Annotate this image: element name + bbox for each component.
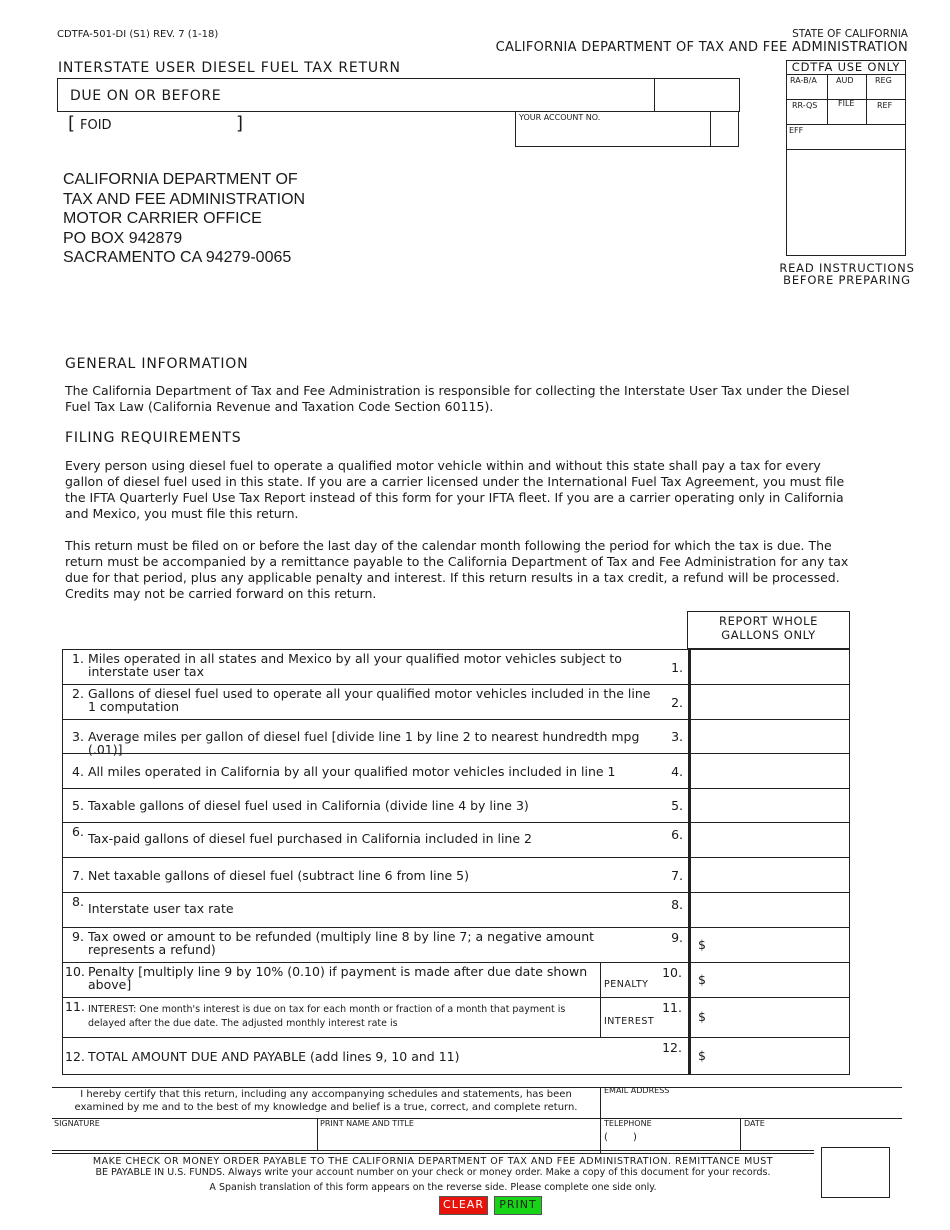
phone-paren-close: ) [633,1132,637,1143]
line-ref: 3. [671,729,683,744]
line-side-label: PENALTY [604,979,649,990]
agency-label: CALIFORNIA DEPARTMENT OF TAX AND FEE ADMINISTRATION [495,40,908,55]
line-text: TOTAL AMOUNT DUE AND PAYABLE (add lines 9, 10 and 11) [88,1049,460,1064]
form-id: CDTFA-501-DI (S1) REV. 7 (1-18) [57,29,219,40]
telephone-field[interactable] [640,1130,736,1148]
line-text: Tax-paid gallons of diesel fuel purchased in California included in line 2 [88,831,532,846]
footer-line: A Spanish translation of this form appears on the reverse side. Please complete one side only. [209,1182,657,1193]
line-number: 3. [72,729,84,744]
line-number: 11. [65,999,85,1014]
due-label: DUE ON OR BEFORE [70,88,222,104]
line-value-field[interactable] [693,755,847,786]
read-instructions: READ INSTRUCTIONS [779,261,915,275]
line-text: Miles operated in all states and Mexico by all your qualified motor vehicles subject to interstate user tax [88,651,622,679]
line-number: 1. [72,651,84,666]
address-line: MOTOR CARRIER OFFICE [63,210,262,227]
line-value-field[interactable] [693,999,847,1035]
filing-para-1: Every person using diesel fuel to operate a qualified motor vehicle within and without this state shall pay a tax for every gallon of diesel fuel used in this state. If you are a carrier licensed under the International Fuel Tax Agreement, you must file the IFTA Quarterly Fuel Use Tax Report instead of this form for your IFTA fleet. If you are a carrier operating only in California and Mexico, you must file this return. [65,458,845,521]
line-value-field[interactable] [693,894,847,925]
certification-text: I hereby certify that this return, including any accompanying schedules and statements, has been examined by me and to the best of my knowledge and belief is a true, correct, and complete return. [74,1089,578,1113]
email-field[interactable] [602,1098,900,1116]
line-ref: 2. [671,695,683,710]
use-only-cell: FILE [838,99,855,108]
line-ref: 7. [671,868,683,883]
use-only-cell: REG [875,76,892,85]
line-value-field[interactable] [693,790,847,820]
email-label: EMAIL ADDRESS [604,1086,670,1095]
line-ref: 4. [671,764,683,779]
line-number: 9. [72,929,84,944]
line-value-field[interactable] [693,1039,847,1073]
date-field[interactable] [744,1130,900,1148]
foid-label: FOID [80,118,112,133]
line-text: All miles operated in California by all your qualified motor vehicles included in line 1 [88,764,616,779]
line-value-field[interactable] [693,824,847,855]
line-text: Net taxable gallons of diesel fuel (subtract line 6 from line 5) [88,868,470,883]
line-number: 12. [65,1049,85,1064]
dollar-sign: $ [698,1009,706,1024]
line-number: 10. [65,964,85,979]
form-title: INTERSTATE USER DIESEL FUEL TAX RETURN [58,60,401,76]
line-value-field[interactable] [693,686,847,717]
print-button[interactable]: PRINT [494,1196,542,1215]
line-ref: 1. [671,660,683,675]
line-ref: 5. [671,798,683,813]
use-only-cell: RA-B/A [790,76,817,85]
line-value-field[interactable] [693,929,847,960]
address-line: PO BOX 942879 [63,229,183,247]
date-label: DATE [744,1119,765,1128]
line-text: Interstate user tax rate [88,901,234,916]
name-label: PRINT NAME AND TITLE [320,1119,414,1128]
footer-line: BE PAYABLE IN U.S. FUNDS. Always write your account number on your check or money order. Make a copy of this document for your records. [95,1167,771,1178]
address-line: SACRAMENTO CA 94279-0065 [63,249,292,266]
line-ref: 11. [662,1000,682,1015]
stamp-box [821,1147,890,1198]
dollar-sign: $ [698,972,706,987]
line-value-field[interactable] [693,859,847,890]
line-ref: 12. [662,1040,682,1055]
use-only-title: CDTFA USE ONLY [791,60,901,74]
due-date-field[interactable] [656,80,738,110]
before-preparing: BEFORE PREPARING [783,273,911,287]
signature-field[interactable] [54,1130,314,1148]
line-side-label: INTEREST [604,1016,655,1027]
general-heading: GENERAL INFORMATION [65,356,249,372]
dollar-sign: $ [698,1048,706,1063]
cdtfa-use-only-box [786,60,906,256]
line-number: 8. [72,894,84,909]
address-line: CALIFORNIA DEPARTMENT OF [63,171,298,188]
line-number: 7. [72,868,84,883]
use-only-eff: EFF [789,126,804,135]
line-ref: 10. [662,965,682,980]
line-ref: 9. [671,930,683,945]
use-only-cell: AUD [836,76,854,85]
dollar-sign: $ [698,937,706,952]
phone-paren-open: ( [604,1132,608,1143]
account-label: YOUR ACCOUNT NO. [519,113,601,122]
line-number: 5. [72,798,84,813]
line-text: Tax owed or amount to be refunded (multiply line 8 by line 7; a negative amount represents a refund) [88,929,595,957]
foid-close-bracket: ] [236,113,244,134]
line-text: Average miles per gallon of diesel fuel [divide line 1 by line 2 to nearest hundredth mpg (.01)] [88,729,640,757]
telephone-label: TELEPHONE [604,1119,652,1128]
line-ref: 8. [671,897,683,912]
line-text: Penalty [multiply line 9 by 10% (0.10) if payment is made after due date shown above] [88,964,588,992]
column-header: REPORT WHOLE [718,614,819,628]
general-text: The California Department of Tax and Fee Administration is responsible for collecting the Interstate User Tax under the Diesel Fuel Tax Law (California Revenue and Taxation Code Section 60115). [65,383,850,414]
filing-heading: FILING REQUIREMENTS [65,430,242,446]
use-only-cell: REF [877,101,893,110]
line-number: 4. [72,764,84,779]
foid-open-bracket: [ [68,113,76,134]
state-label: STATE OF CALIFORNIA [792,28,908,40]
signature-label: SIGNATURE [54,1119,100,1128]
line-value-field[interactable] [693,721,847,751]
clear-button[interactable]: CLEAR [439,1196,488,1215]
line-text: Taxable gallons of diesel fuel used in California (divide line 4 by line 3) [88,798,529,813]
use-only-cell: RR-QS [792,101,818,110]
line-text: Gallons of diesel fuel used to operate all your qualified motor vehicles included in the line 1 computation [88,686,651,714]
line-text: INTEREST: One month's interest is due on tax for each month or fraction of a month that payment is delayed after the due date. The adjusted monthly interest rate is [88,1004,566,1029]
line-value-field[interactable] [693,964,847,995]
name-field[interactable] [320,1130,596,1148]
filing-para-2: This return must be filed on or before the last day of the calendar month following the period for which the tax is due. The return must be accompanied by a remittance payable to the California Department of Tax and Fee Administration for any tax due for that period, plus any applicable penalty and interest. If this return results in a tax credit, a refund will be processed. Credits may not be carried forward on this return. [65,538,849,601]
address-line: TAX AND FEE ADMINISTRATION [63,190,306,208]
line-number: 6. [72,824,84,839]
footer-line: MAKE CHECK OR MONEY ORDER PAYABLE TO THE CALIFORNIA DEPARTMENT OF TAX AND FEE ADMINISTRATION. REMITTANCE MUST [92,1156,774,1167]
mailing-address [63,170,305,268]
column-header: GALLONS ONLY [721,628,816,642]
line-ref: 6. [671,827,683,842]
line-number: 2. [72,686,84,701]
line-value-field[interactable] [693,651,847,682]
